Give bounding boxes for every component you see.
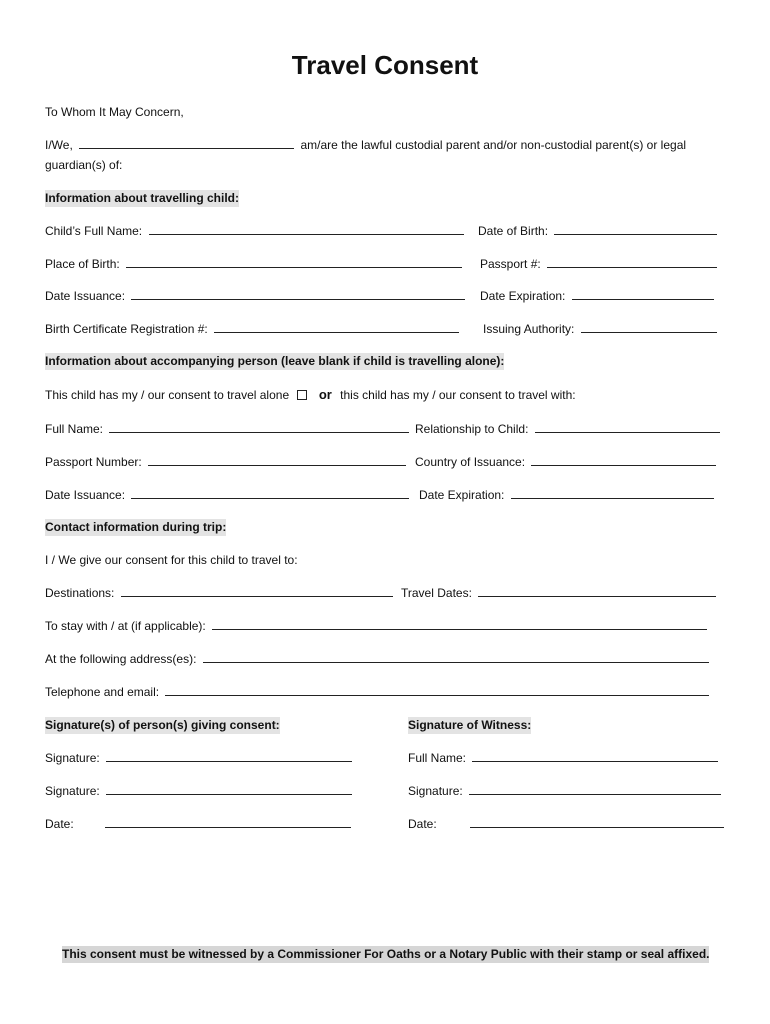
consent-signatures-heading: Signature(s) of person(s) giving consent: bbox=[45, 718, 280, 732]
stay-with-field[interactable] bbox=[212, 618, 707, 630]
child-name-row bbox=[45, 223, 467, 239]
birth-cert-row bbox=[45, 321, 462, 337]
intro-prefix: I/We, bbox=[45, 138, 73, 152]
passport-label: Passport #: bbox=[480, 257, 541, 271]
relationship-label: Relationship to Child: bbox=[415, 422, 529, 436]
accompany-date-issuance-row bbox=[45, 487, 412, 503]
date-label-right: Date: bbox=[408, 817, 437, 831]
contact-info-heading: Contact information during trip: bbox=[45, 520, 227, 534]
destinations-label: Destinations: bbox=[45, 586, 115, 600]
accompany-name-row bbox=[45, 421, 412, 437]
telephone-label: Telephone and email: bbox=[45, 685, 160, 699]
consent-alone-label: This child has my / our consent to travel alone bbox=[45, 388, 290, 402]
address-label: At the following address(es): bbox=[45, 652, 197, 666]
intro-line-2: guardian(s) of: bbox=[45, 158, 123, 172]
accompany-date-issuance-field[interactable] bbox=[131, 487, 409, 499]
address-row bbox=[45, 651, 712, 667]
telephone-row bbox=[45, 684, 712, 700]
consent-choice-row bbox=[45, 387, 576, 403]
signature-label-2: Signature: bbox=[45, 784, 100, 798]
witness-full-name-label: Full Name: bbox=[408, 751, 467, 765]
passport-number-field[interactable] bbox=[148, 454, 406, 466]
passport-field[interactable] bbox=[547, 256, 717, 268]
footer-notice: This consent must be witnessed by a Commissioner For Oaths or a Notary Public with their stamp or seal affixed. bbox=[62, 947, 710, 961]
issuing-authority-row bbox=[483, 321, 720, 337]
travel-dates-label: Travel Dates: bbox=[401, 586, 472, 600]
travel-dates-field[interactable] bbox=[478, 585, 716, 597]
travel-alone-checkbox[interactable] bbox=[297, 390, 307, 400]
child-date-expiration-row bbox=[480, 288, 717, 304]
accompany-date-expiration-field[interactable] bbox=[511, 487, 714, 499]
destinations-row bbox=[45, 585, 396, 601]
child-date-issuance-row bbox=[45, 288, 468, 304]
parent-name-field[interactable] bbox=[79, 137, 294, 149]
telephone-field[interactable] bbox=[165, 684, 709, 696]
relationship-row bbox=[415, 421, 723, 437]
country-issuance-field[interactable] bbox=[531, 454, 716, 466]
accompany-date-expiration-label: Date Expiration: bbox=[419, 488, 505, 502]
accompany-full-name-field[interactable] bbox=[109, 421, 409, 433]
accompany-date-expiration-row bbox=[419, 487, 717, 503]
or-label: or bbox=[318, 387, 332, 402]
destinations-field[interactable] bbox=[121, 585, 393, 597]
childs-full-name-label: Child’s Full Name: bbox=[45, 224, 143, 238]
intro-suffix: am/are the lawful custodial parent and/or non-custodial parent(s) or legal bbox=[300, 138, 687, 152]
childs-full-name-field[interactable] bbox=[149, 223, 464, 235]
signature-field-2[interactable] bbox=[106, 783, 352, 795]
country-issuance-label: Country of Issuance: bbox=[415, 455, 526, 469]
witness-full-name-field[interactable] bbox=[472, 750, 718, 762]
stay-with-row bbox=[45, 618, 710, 634]
salutation: To Whom It May Concern, bbox=[45, 105, 184, 119]
date-label-left: Date: bbox=[45, 817, 74, 831]
date-field-right[interactable] bbox=[470, 816, 724, 828]
child-date-expiration-label: Date Expiration: bbox=[480, 289, 566, 303]
child-info-heading: Information about travelling child: bbox=[45, 191, 240, 205]
relationship-field[interactable] bbox=[535, 421, 720, 433]
birth-cert-label: Birth Certificate Registration #: bbox=[45, 322, 208, 336]
consent-travel-to: I / We give our consent for this child to travel to: bbox=[45, 553, 298, 567]
place-of-birth-field[interactable] bbox=[126, 256, 462, 268]
travel-dates-row bbox=[401, 585, 719, 601]
birth-cert-field[interactable] bbox=[214, 321, 459, 333]
accompany-full-name-label: Full Name: bbox=[45, 422, 104, 436]
issuing-authority-field[interactable] bbox=[581, 321, 717, 333]
stay-with-label: To stay with / at (if applicable): bbox=[45, 619, 206, 633]
child-date-expiration-field[interactable] bbox=[572, 288, 714, 300]
witness-name-row bbox=[408, 750, 721, 766]
place-of-birth-label: Place of Birth: bbox=[45, 257, 120, 271]
signature-field-1[interactable] bbox=[106, 750, 352, 762]
place-of-birth-row bbox=[45, 256, 465, 272]
country-issuance-row bbox=[415, 454, 719, 470]
witness-heading: Signature of Witness: bbox=[408, 718, 532, 732]
document-title: Travel Consent bbox=[291, 50, 479, 80]
accompany-date-issuance-label: Date Issuance: bbox=[45, 488, 126, 502]
consent-with-label: this child has my / our consent to travel with: bbox=[340, 388, 576, 402]
date-of-birth-label: Date of Birth: bbox=[478, 224, 549, 238]
passport-number-label: Passport Number: bbox=[45, 455, 142, 469]
child-dob-row bbox=[478, 223, 720, 239]
accompany-info-heading: Information about accompanying person (leave blank if child is travelling alone): bbox=[45, 354, 505, 368]
witness-signature-label: Signature: bbox=[408, 784, 463, 798]
intro-line bbox=[45, 137, 686, 153]
date-row-left bbox=[45, 816, 354, 832]
signature-row-1 bbox=[45, 750, 355, 766]
date-field-left[interactable] bbox=[105, 816, 351, 828]
child-date-issuance-field[interactable] bbox=[131, 288, 465, 300]
address-field[interactable] bbox=[203, 651, 709, 663]
signature-label-1: Signature: bbox=[45, 751, 100, 765]
witness-signature-field[interactable] bbox=[469, 783, 721, 795]
child-date-issuance-label: Date Issuance: bbox=[45, 289, 126, 303]
date-of-birth-field[interactable] bbox=[554, 223, 717, 235]
passport-row bbox=[480, 256, 720, 272]
date-row-right bbox=[408, 816, 727, 832]
issuing-authority-label: Issuing Authority: bbox=[483, 322, 575, 336]
signature-row-2 bbox=[45, 783, 355, 799]
accompany-passport-row bbox=[45, 454, 409, 470]
witness-signature-row bbox=[408, 783, 724, 799]
